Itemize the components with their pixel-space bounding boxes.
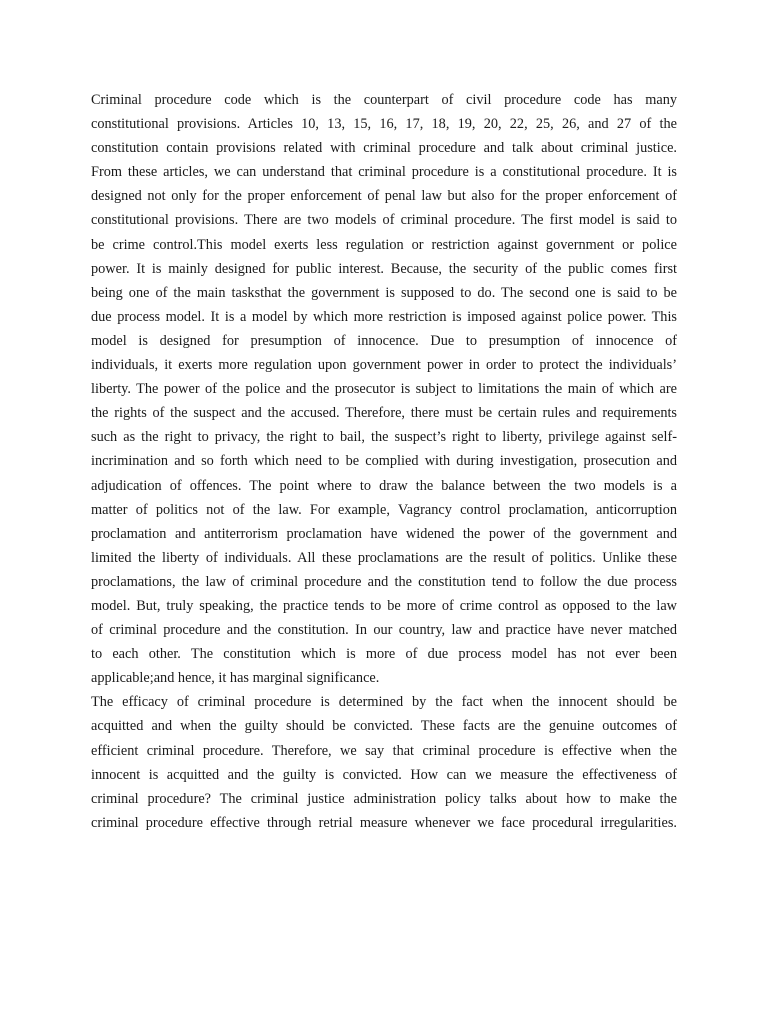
text-line: criminal procedure effective through retrial measure whenever we face procedural irregularities.	[91, 814, 677, 831]
text-line: limited the liberty of individuals. All these proclamations are the result of politics. Unlike these	[91, 549, 677, 566]
text-line: efficient criminal procedure. Therefore, we say that criminal procedure is effective when the	[91, 742, 677, 759]
text-line: designed not only for the proper enforcement of penal law but also for the proper enforcement of	[91, 188, 677, 205]
text-line: proclamation and antiterrorism proclamation have widened the power of the government and	[91, 525, 677, 542]
text-line: such as the right to privacy, the right to bail, the suspect’s right to liberty, privilege against self-	[91, 429, 677, 446]
text-line: liberty. The power of the police and the prosecutor is subject to limitations the main of which are	[91, 381, 677, 398]
text-line: model. But, truly speaking, the practice tends to be more of crime control as opposed to the law	[91, 597, 677, 614]
text-line: power. It is mainly designed for public interest. Because, the security of the public comes first	[91, 260, 677, 277]
text-line: to each other. The constitution which is more of due process model has not ever been	[91, 646, 677, 663]
text-line: adjudication of offences. The point where to draw the balance between the two models is a	[91, 477, 677, 494]
text-line: being one of the main tasksthat the government is supposed to do. The second one is said to be	[91, 284, 677, 301]
text-line: incrimination and so forth which need to be complied with during investigation, prosecution and	[91, 453, 677, 470]
text-line: innocent is acquitted and the guilty is convicted. How can we measure the effectiveness of	[91, 766, 677, 783]
text-line: Criminal procedure code which is the counterpart of civil procedure code has many	[91, 92, 677, 108]
document-page	[91, 88, 677, 835]
text-line: due process model. It is a model by which more restriction is imposed against police power. This	[91, 308, 677, 325]
text-line: criminal procedure? The criminal justice administration policy talks about how to make the	[91, 790, 677, 807]
text-line: constitutional provisions. There are two models of criminal procedure. The first model is said to	[91, 212, 677, 229]
paragraph-1	[91, 88, 677, 690]
text-line: matter of politics not of the law. For example, Vagrancy control proclamation, anticorruption	[91, 501, 677, 518]
text-line: be crime control.This model exerts less regulation or restriction against government or police	[91, 236, 677, 253]
text-line: individuals, it exerts more regulation upon government power in order to protect the individuals’	[91, 357, 677, 374]
text-line: applicable;and hence, it has marginal significance.	[91, 670, 380, 687]
text-line: of criminal procedure and the constitution. In our country, law and practice have never matched	[91, 622, 677, 639]
text-line: acquitted and when the guilty should be convicted. These facts are the genuine outcomes of	[91, 718, 677, 735]
text-line: model is designed for presumption of innocence. Due to presumption of innocence of	[91, 332, 677, 349]
paragraph-2	[91, 690, 677, 835]
text-line: proclamations, the law of criminal procedure and the constitution tend to follow the due process	[91, 573, 677, 590]
text-line: constitution contain provisions related with criminal procedure and talk about criminal justice.	[91, 140, 677, 157]
text-line: The efficacy of criminal procedure is determined by the fact when the innocent should be	[91, 694, 677, 711]
text-line: From these articles, we can understand that criminal procedure is a constitutional procedure. It is	[91, 164, 677, 181]
text-line: constitutional provisions. Articles 10, 13, 15, 16, 17, 18, 19, 20, 22, 25, 26, and 27 of the	[91, 116, 677, 133]
text-line: the rights of the suspect and the accused. Therefore, there must be certain rules and requirements	[91, 405, 677, 422]
